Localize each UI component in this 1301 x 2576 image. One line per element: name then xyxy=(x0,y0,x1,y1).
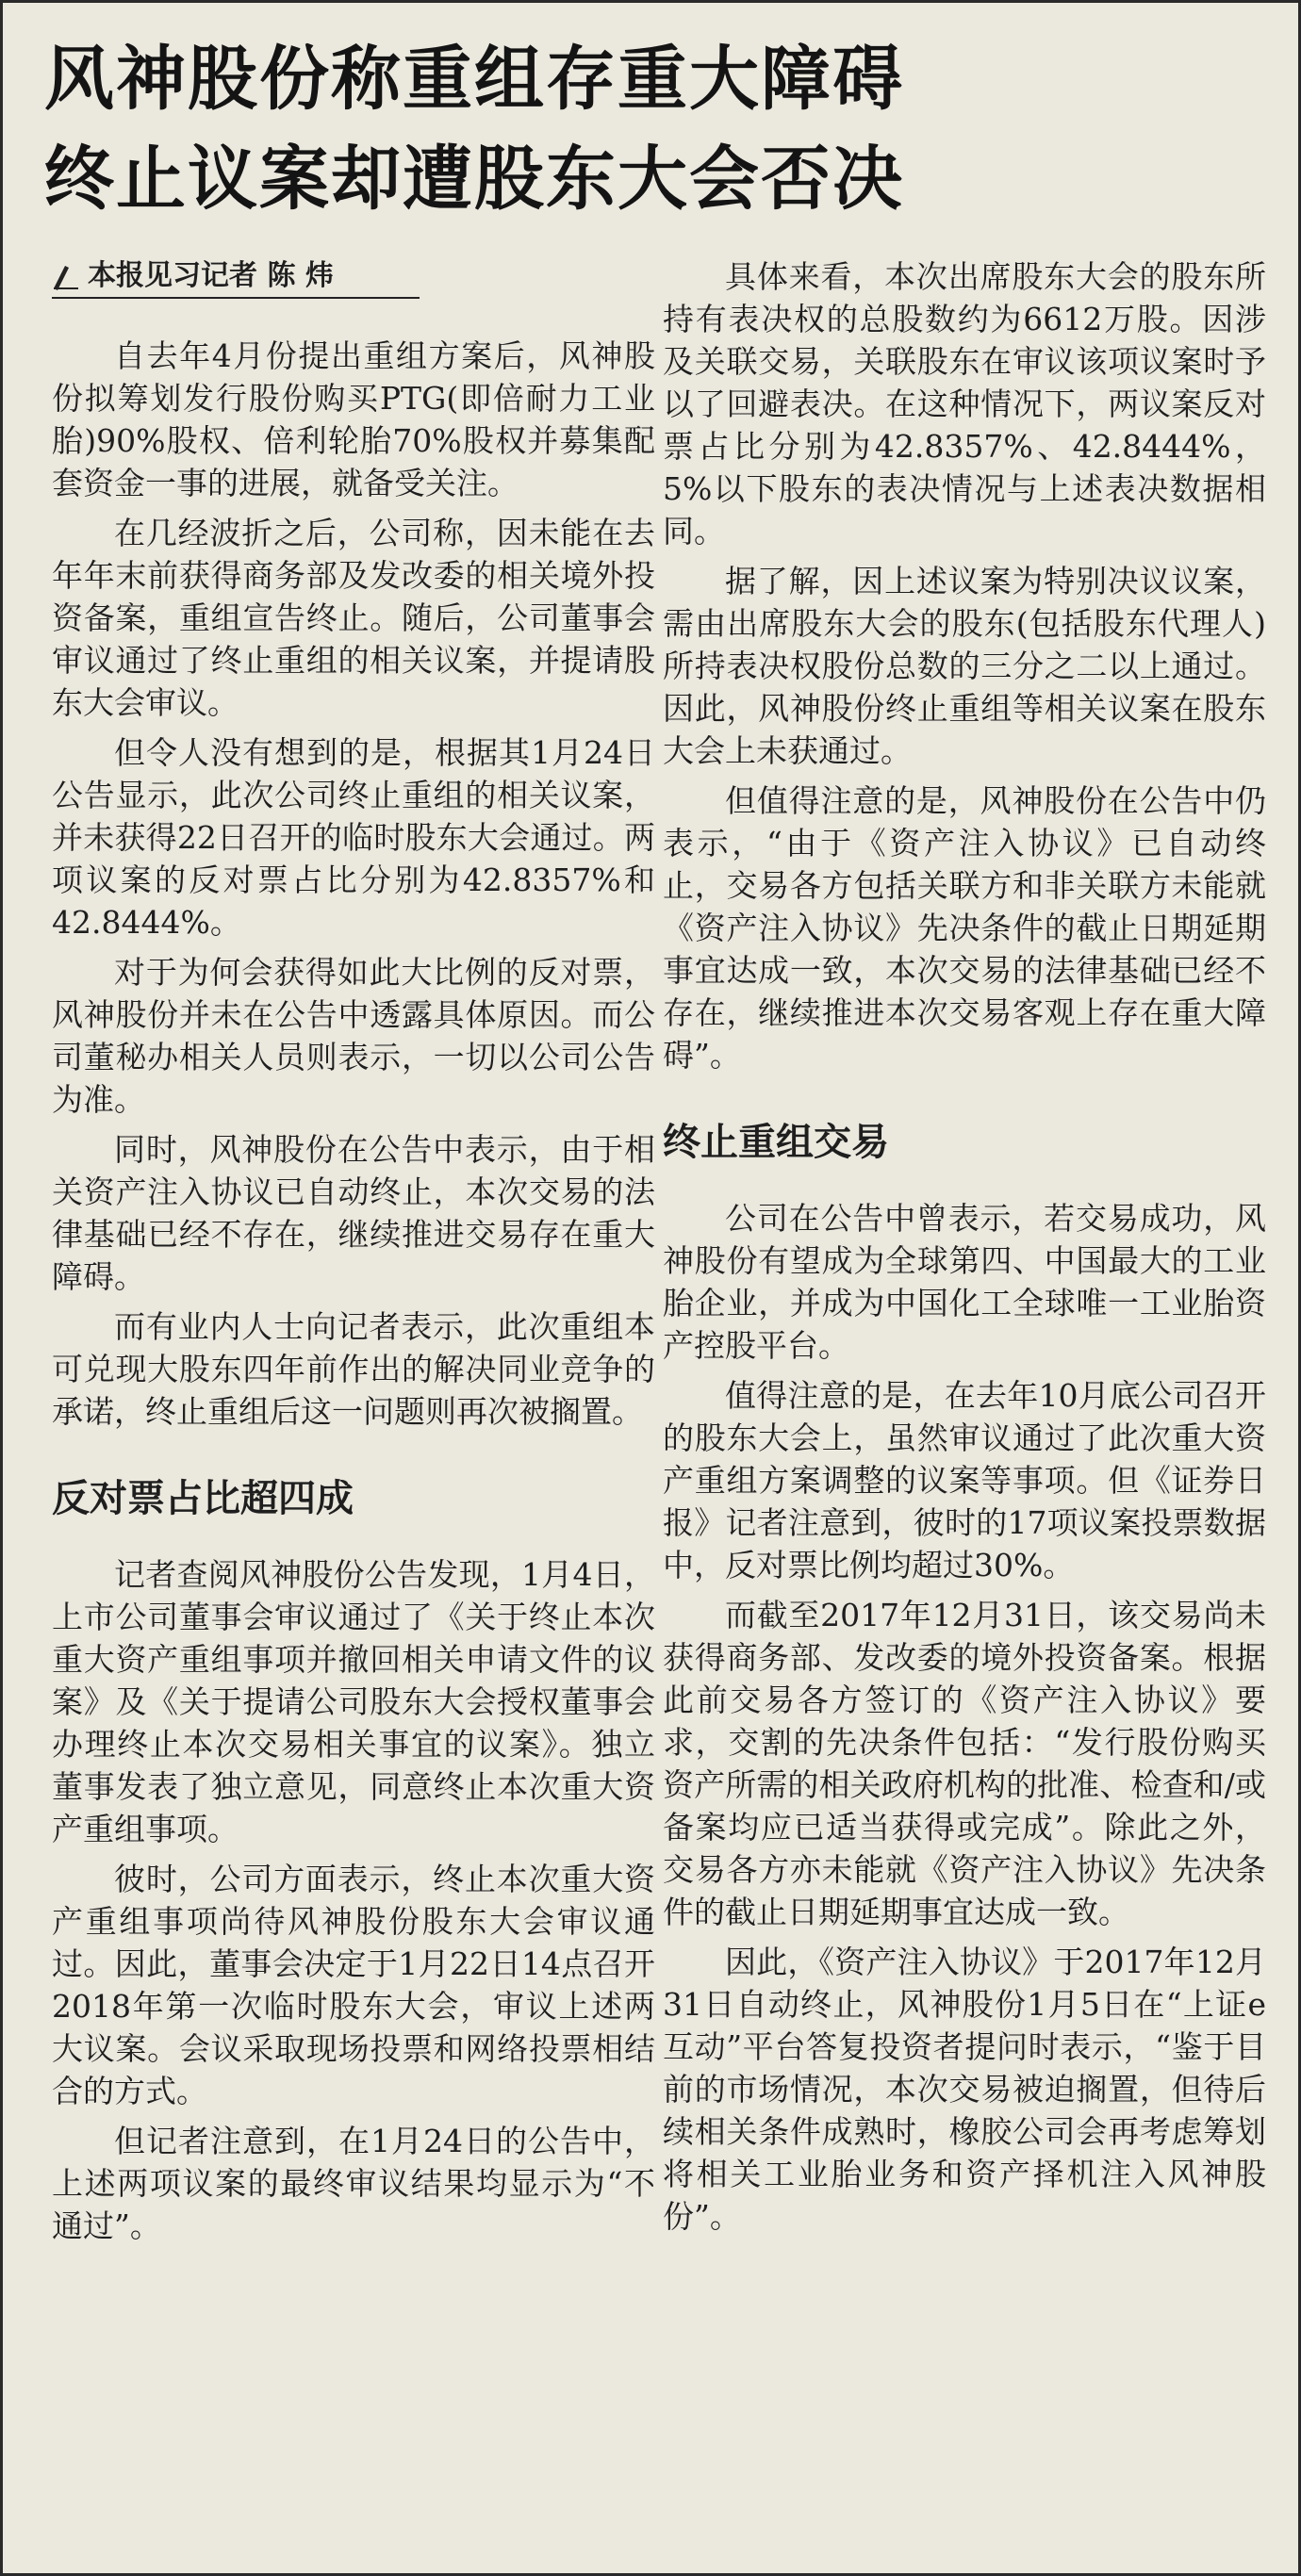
byline xyxy=(52,255,420,299)
left-column xyxy=(52,255,655,2255)
paragraph: 据了解，因上述议案为特别决议议案，需由出席股东大会的股东(包括股东代理人)所持表决权股份总数的三分之二以上通过。因此，风神股份终止重组等相关议案在股东大会上未获通过。 xyxy=(663,563,1266,769)
subheading: 终止重组交易 xyxy=(663,1121,889,1164)
headline xyxy=(44,29,1081,229)
byline-text: 本报见习记者 陈 炜 xyxy=(88,259,334,292)
paragraph: 同时，风神股份在公告中表示，由于相关资产注入协议已自动终止，本次交易的法律基础已经不存在，继续推进交易存在重大障碍。 xyxy=(52,1131,655,1295)
headline-line-2: 终止议案却遭股东大会否决 xyxy=(44,139,904,220)
paragraph: 记者查阅风神股份公告发现，1月4日，上市公司董事会审议通过了《关于终止本次重大资产重组事项并撤回相关申请文件的议案》及《关于提请公司股东大会授权董事会办理终止本次交易相关事宜的议案》。独立董事发表了独立意见，同意终止本次重大资产重组事项。 xyxy=(52,1556,655,1847)
paragraph: 自去年4月份提出重组方案后，风神股份拟筹划发行股份购买PTG(即倍耐力工业胎)90%股权、倍利轮胎70%股权并募集配套资金一事的进展，就备受关注。 xyxy=(52,337,655,501)
paragraph: 而截至2017年12月31日，该交易尚未获得商务部、发改委的境外投资备案。根据此前交易各方签订的《资产注入协议》要求，交割的先决条件包括：“发行股份购买资产所需的相关政府机构的批准、检查和/或备案均应已适当获得或完成”。除此之外，交易各方亦未能就《资产注入协议》先决条件的截止日期延期事宜达成一致。 xyxy=(663,1597,1266,1930)
paragraph: 具体来看，本次出席股东大会的股东所持有表决权的总股数约为6612万股。因涉及关联交易，关联股东在审议该项议案时予以了回避表决。在这种情况下，两议案反对票占比分别为42.8357%、42.8444%，5%以下股东的表决情况与上述表决数据相同。 xyxy=(663,258,1266,550)
paragraph: 但记者注意到，在1月24日的公告中，上述两项议案的最终审议结果均显示为“不通过”。 xyxy=(52,2123,655,2244)
pen-icon xyxy=(52,262,80,290)
paragraph: 彼时，公司方面表示，终止本次重大资产重组事项尚待风神股份股东大会审议通过。因此，董事会决定于1月22日14点召开2018年第一次临时股东大会，审议上述两大议案。会议采取现场投票和网络投票相结合的方式。 xyxy=(52,1861,655,2109)
paragraph: 在几经波折之后，公司称，因未能在去年年末前获得商务部及发改委的相关境外投资备案，重组宣告终止。随后，公司董事会审议通过了终止重组的相关议案，并提请股东大会审议。 xyxy=(52,515,655,721)
paragraph: 因此，《资产注入协议》于2017年12月31日自动终止，风神股份1月5日在“上证e互动”平台答复投资者提问时表示，“鉴于目前的市场情况，本次交易被迫搁置，但待后续相关条件成熟时，橡胶公司会再考虑筹划将相关工业胎业务和资产择机注入风神股份”。 xyxy=(663,1944,1266,2235)
subheading: 反对票占比超四成 xyxy=(52,1477,354,1520)
paragraph: 对于为何会获得如此大比例的反对票，风神股份并未在公告中透露具体原因。而公司董秘办相关人员则表示，一切以公司公告为准。 xyxy=(52,954,655,1118)
paragraph: 但令人没有想到的是，根据其1月24日公告显示，此次公司终止重组的相关议案，并未获得22日召开的临时股东大会通过。两项议案的反对票占比分别为42.8357%和42.8444%。 xyxy=(52,734,655,941)
paragraph: 值得注意的是，在去年10月底公司召开的股东大会上，虽然审议通过了此次重大资产重组方案调整的议案等事项。但《证券日报》记者注意到，彼时的17项议案投票数据中，反对票比例均超过30%。 xyxy=(663,1377,1266,1583)
right-column xyxy=(663,255,1266,2245)
paragraph: 公司在公告中曾表示，若交易成功，风神股份有望成为全球第四、中国最大的工业胎企业，并成为中国化工全球唯一工业胎资产控股平台。 xyxy=(663,1200,1266,1364)
paragraph: 但值得注意的是，风神股份在公告中仍表示，“由于《资产注入协议》已自动终止，交易各方包括关联方和非关联方未能就《资产注入协议》先决条件的截止日期延期事宜达成一致，本次交易的法律基础已经不存在，继续推进本次交易客观上存在重大障碍”。 xyxy=(663,782,1266,1074)
headline-line-1: 风神股份称重组存重大障碍 xyxy=(44,39,904,120)
paragraph: 而有业内人士向记者表示，此次重组本可兑现大股东四年前作出的解决同业竞争的承诺，终止重组后这一问题则再次被搁置。 xyxy=(52,1308,655,1430)
